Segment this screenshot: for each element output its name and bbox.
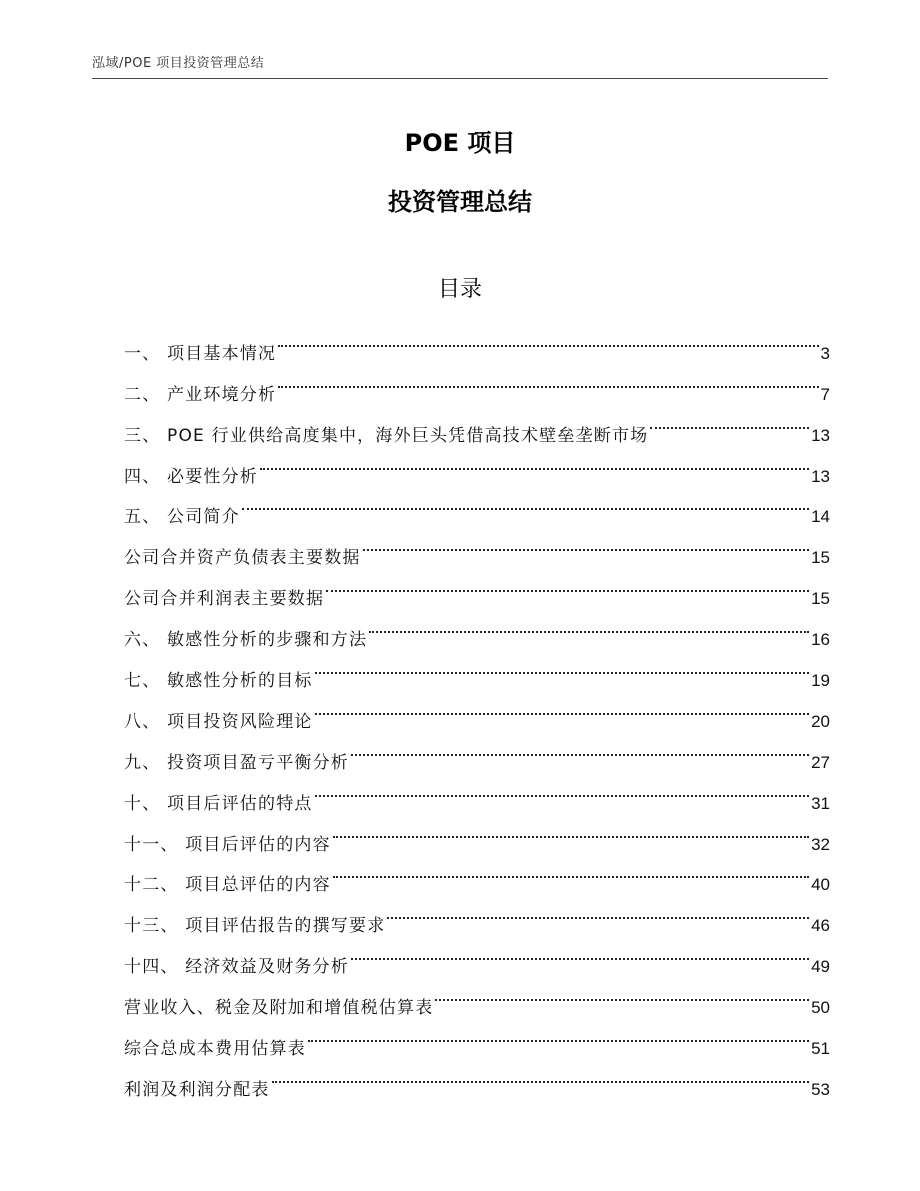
toc-entry-label: 五、 公司简介 [124, 507, 240, 528]
toc-entry-label: 综合总成本费用估算表 [124, 1039, 306, 1060]
toc-entry-page: 27 [811, 752, 830, 772]
toc-heading: 目录 [437, 277, 482, 302]
toc-entry-label: 十、 项目后评估的特点 [124, 793, 313, 814]
toc-entry-page: 16 [811, 630, 830, 650]
toc-entry-page: 19 [811, 671, 830, 691]
toc-entry-label: 四、 必要性分析 [124, 466, 259, 487]
toc-entry-page: 50 [811, 998, 830, 1018]
toc-entry[interactable] [124, 318, 830, 364]
toc-leader-dots [260, 441, 809, 482]
toc-leader-dots [369, 604, 809, 645]
toc-leader-dots [333, 850, 809, 891]
toc-entry-page: 13 [811, 425, 830, 445]
toc-entry-label: 一、 项目基本情况 [124, 343, 277, 364]
toc-leader-dots [315, 686, 809, 727]
toc-leader-dots [315, 768, 809, 809]
toc-leader-dots [315, 645, 809, 686]
toc-entry-label: 公司合并资产负债表主要数据 [124, 548, 361, 569]
toc-leader-dots [272, 1054, 809, 1095]
toc-leader-dots [278, 359, 818, 400]
toc-leader-dots [333, 809, 809, 850]
toc-entry-label: 七、 敏感性分析的目标 [124, 671, 313, 692]
toc-entry-page: 15 [811, 589, 830, 609]
document-subtitle: 投资管理总结 [388, 188, 532, 216]
toc-entry-page: 51 [811, 1039, 830, 1059]
toc-entry-label: 营业收入、税金及附加和增值税估算表 [124, 998, 434, 1019]
toc-leader-dots [326, 563, 809, 604]
toc-entry-page: 14 [811, 507, 830, 527]
toc-leader-dots [242, 482, 809, 523]
toc-leader-dots [435, 972, 809, 1013]
toc-entry-page: 7 [820, 384, 830, 404]
toc-entry-page: 32 [811, 834, 830, 854]
toc-entry-page: 49 [811, 957, 830, 977]
toc-entry-label: 十二、 项目总评估的内容 [124, 875, 331, 896]
toc-leader-dots [351, 727, 809, 768]
page-header: 泓域/POE 项目投资管理总结 [92, 52, 828, 79]
document-title: POE 项目 [404, 129, 516, 157]
toc-entry-label: 公司合并利润表主要数据 [124, 589, 325, 610]
toc-entry-label: 八、 项目投资风险理论 [124, 711, 313, 732]
toc-entry-label: 十三、 项目评估报告的撰写要求 [124, 916, 386, 937]
toc-entry-label: 利润及利润分配表 [124, 1079, 270, 1100]
toc-leader-dots [387, 890, 809, 931]
toc-entry-label: 三、 POE 行业供给高度集中，海外巨头凭借高技术壁垒垄断市场 [124, 425, 649, 446]
toc-leader-dots [308, 1013, 809, 1054]
toc-leader-dots [351, 931, 809, 972]
toc-entry-label: 十一、 项目后评估的内容 [124, 834, 331, 855]
toc-entry-page: 13 [811, 466, 830, 486]
toc-leader-dots [650, 400, 809, 441]
toc-entry-page: 40 [811, 875, 830, 895]
toc-entry-page: 53 [811, 1079, 830, 1099]
table-of-contents [124, 318, 830, 1100]
toc-entry-page: 15 [811, 548, 830, 568]
toc-leader-dots [363, 522, 809, 563]
toc-leader-dots [278, 318, 818, 359]
toc-entry-page: 20 [811, 711, 830, 731]
toc-entry-page: 46 [811, 916, 830, 936]
toc-entry-page: 3 [820, 343, 830, 363]
toc-entry-label: 十四、 经济效益及财务分析 [124, 957, 350, 978]
toc-entry-page: 31 [811, 793, 830, 813]
toc-entry-label: 六、 敏感性分析的步骤和方法 [124, 630, 368, 651]
toc-entry-label: 二、 产业环境分析 [124, 384, 277, 405]
toc-entry-label: 九、 投资项目盈亏平衡分析 [124, 752, 350, 773]
